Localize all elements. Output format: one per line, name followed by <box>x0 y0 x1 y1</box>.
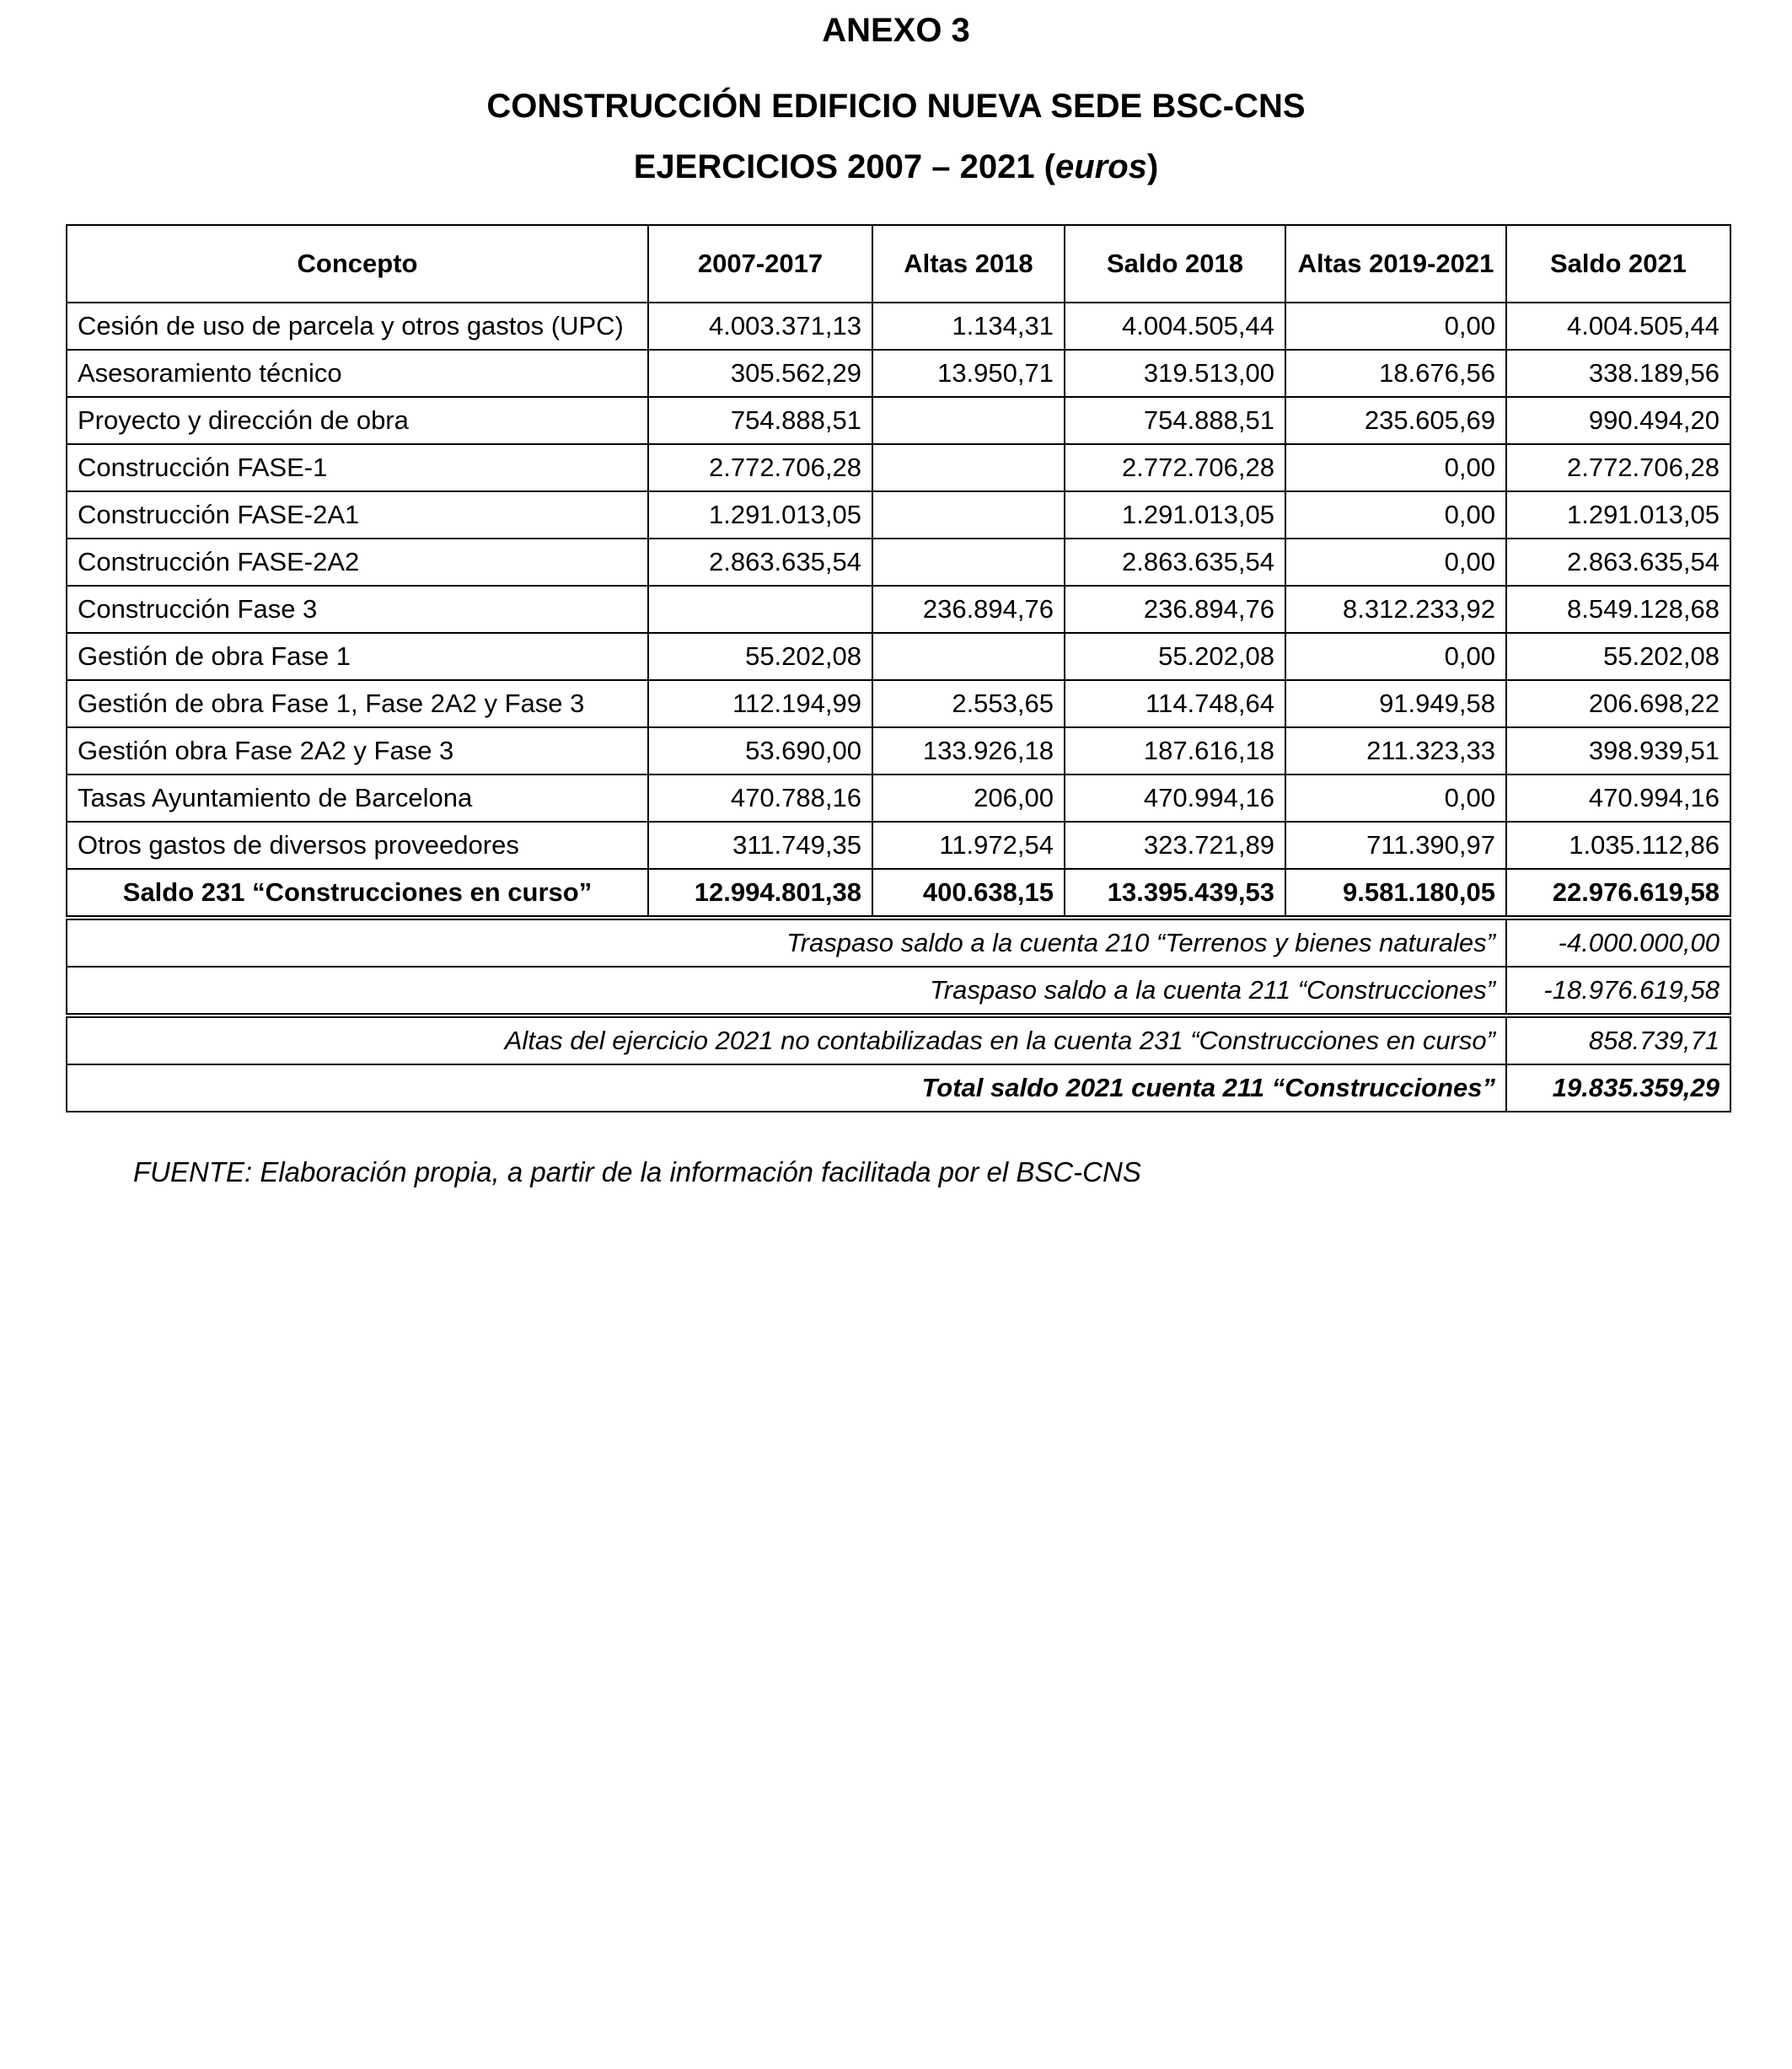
value-cell: 53.690,00 <box>648 727 872 775</box>
table-row <box>67 680 1730 727</box>
transfer-row <box>67 918 1730 967</box>
value-cell: 211.323,33 <box>1285 727 1506 775</box>
value-cell: 1.291.013,05 <box>1065 491 1285 539</box>
value-cell <box>872 539 1065 586</box>
table-row <box>67 539 1730 586</box>
value-cell: 754.888,51 <box>648 397 872 444</box>
concept-cell: Gestión de obra Fase 1 <box>67 633 648 680</box>
value-cell: 1.134,31 <box>872 303 1065 350</box>
transfer-value: -4.000.000,00 <box>1506 918 1730 967</box>
total-label: Saldo 231 “Construcciones en curso” <box>67 869 648 918</box>
table-row <box>67 397 1730 444</box>
source-note: FUENTE: Elaboración propia, a partir de la información facilitada por el BSC-CNS <box>133 1156 1141 1187</box>
value-cell: 235.605,69 <box>1285 397 1506 444</box>
value-cell: 236.894,76 <box>1065 586 1285 633</box>
value-cell: 470.994,16 <box>1506 775 1730 822</box>
table-row <box>67 586 1730 633</box>
value-cell: 0,00 <box>1285 775 1506 822</box>
column-header: Altas 2019-2021 <box>1285 225 1506 303</box>
value-cell <box>872 397 1065 444</box>
column-header: 2007-2017 <box>648 225 872 303</box>
subtitle-suffix: ) <box>1146 148 1159 185</box>
value-cell: 319.513,00 <box>1065 350 1285 397</box>
value-cell: 470.788,16 <box>648 775 872 822</box>
value-cell: 470.994,16 <box>1065 775 1285 822</box>
value-cell: 11.972,54 <box>872 822 1065 869</box>
value-cell <box>872 491 1065 539</box>
value-cell <box>648 586 872 633</box>
total-value: 13.395.439,53 <box>1065 869 1285 918</box>
value-cell: 990.494,20 <box>1506 397 1730 444</box>
final-total-label: Total saldo 2021 cuenta 211 “Construcciones” <box>67 1064 1506 1112</box>
value-cell: 754.888,51 <box>1065 397 1285 444</box>
value-cell: 0,00 <box>1285 444 1506 491</box>
total-row <box>67 869 1730 918</box>
value-cell: 114.748,64 <box>1065 680 1285 727</box>
value-cell: 0,00 <box>1285 539 1506 586</box>
value-cell: 55.202,08 <box>1065 633 1285 680</box>
total-value: 400.638,15 <box>872 869 1065 918</box>
construction-cost-table <box>66 224 1731 1112</box>
table-row <box>67 822 1730 869</box>
value-cell: 8.312.233,92 <box>1285 586 1506 633</box>
value-cell: 1.035.112,86 <box>1506 822 1730 869</box>
value-cell: 236.894,76 <box>872 586 1065 633</box>
value-cell: 398.939,51 <box>1506 727 1730 775</box>
concept-cell: Construcción FASE-2A2 <box>67 539 648 586</box>
table-row <box>67 350 1730 397</box>
concept-cell: Otros gastos de diversos proveedores <box>67 822 648 869</box>
table-row <box>67 775 1730 822</box>
value-cell: 2.863.635,54 <box>648 539 872 586</box>
transfer-value: -18.976.619,58 <box>1506 967 1730 1016</box>
additions-label: Altas del ejercicio 2021 no contabilizadas en la cuenta 231 “Construcciones en curso” <box>67 1016 1506 1064</box>
value-cell: 711.390,97 <box>1285 822 1506 869</box>
column-header: Saldo 2018 <box>1065 225 1285 303</box>
value-cell: 187.616,18 <box>1065 727 1285 775</box>
value-cell: 1.291.013,05 <box>1506 491 1730 539</box>
column-header: Altas 2018 <box>872 225 1065 303</box>
table-row <box>67 444 1730 491</box>
additions-value: 858.739,71 <box>1506 1016 1730 1064</box>
table-row <box>67 303 1730 350</box>
value-cell: 8.549.128,68 <box>1506 586 1730 633</box>
value-cell: 2.772.706,28 <box>648 444 872 491</box>
concept-cell: Asesoramiento técnico <box>67 350 648 397</box>
document-subtitle <box>0 150 1792 184</box>
value-cell: 4.003.371,13 <box>648 303 872 350</box>
value-cell: 206,00 <box>872 775 1065 822</box>
value-cell: 112.194,99 <box>648 680 872 727</box>
document-title: CONSTRUCCIÓN EDIFICIO NUEVA SEDE BSC-CNS <box>486 88 1306 125</box>
additions-row <box>67 1016 1730 1064</box>
transfer-label: Traspaso saldo a la cuenta 210 “Terrenos y bienes naturales” <box>67 918 1506 967</box>
value-cell: 305.562,29 <box>648 350 872 397</box>
value-cell: 55.202,08 <box>648 633 872 680</box>
value-cell: 18.676,56 <box>1285 350 1506 397</box>
total-value: 12.994.801,38 <box>648 869 872 918</box>
subtitle-prefix: EJERCICIOS 2007 – 2021 ( <box>633 148 1055 185</box>
value-cell <box>872 444 1065 491</box>
value-cell: 55.202,08 <box>1506 633 1730 680</box>
value-cell: 338.189,56 <box>1506 350 1730 397</box>
value-cell: 323.721,89 <box>1065 822 1285 869</box>
table-header-row <box>67 225 1730 303</box>
value-cell: 206.698,22 <box>1506 680 1730 727</box>
value-cell <box>872 633 1065 680</box>
transfer-row <box>67 967 1730 1016</box>
column-header: Concepto <box>67 225 648 303</box>
concept-cell: Gestión de obra Fase 1, Fase 2A2 y Fase 3 <box>67 680 648 727</box>
total-value: 9.581.180,05 <box>1285 869 1506 918</box>
value-cell: 0,00 <box>1285 633 1506 680</box>
table-row <box>67 727 1730 775</box>
value-cell: 0,00 <box>1285 491 1506 539</box>
final-total-value: 19.835.359,29 <box>1506 1064 1730 1112</box>
final-total-row <box>67 1064 1730 1112</box>
concept-cell: Construcción FASE-1 <box>67 444 648 491</box>
value-cell: 311.749,35 <box>648 822 872 869</box>
value-cell: 4.004.505,44 <box>1506 303 1730 350</box>
transfer-label: Traspaso saldo a la cuenta 211 “Construcciones” <box>67 967 1506 1016</box>
value-cell: 4.004.505,44 <box>1065 303 1285 350</box>
column-header: Saldo 2021 <box>1506 225 1730 303</box>
value-cell: 133.926,18 <box>872 727 1065 775</box>
value-cell: 13.950,71 <box>872 350 1065 397</box>
value-cell: 2.863.635,54 <box>1506 539 1730 586</box>
concept-cell: Tasas Ayuntamiento de Barcelona <box>67 775 648 822</box>
concept-cell: Cesión de uso de parcela y otros gastos (UPC) <box>67 303 648 350</box>
annex-heading: ANEXO 3 <box>822 12 970 49</box>
value-cell: 2.863.635,54 <box>1065 539 1285 586</box>
value-cell: 2.772.706,28 <box>1065 444 1285 491</box>
total-value: 22.976.619,58 <box>1506 869 1730 918</box>
concept-cell: Proyecto y dirección de obra <box>67 397 648 444</box>
value-cell: 2.772.706,28 <box>1506 444 1730 491</box>
value-cell: 91.949,58 <box>1285 680 1506 727</box>
concept-cell: Gestión obra Fase 2A2 y Fase 3 <box>67 727 648 775</box>
value-cell: 1.291.013,05 <box>648 491 872 539</box>
table-row <box>67 633 1730 680</box>
value-cell: 0,00 <box>1285 303 1506 350</box>
table-row <box>67 491 1730 539</box>
subtitle-unit: euros <box>1055 148 1147 185</box>
concept-cell: Construcción FASE-2A1 <box>67 491 648 539</box>
concept-cell: Construcción Fase 3 <box>67 586 648 633</box>
value-cell: 2.553,65 <box>872 680 1065 727</box>
